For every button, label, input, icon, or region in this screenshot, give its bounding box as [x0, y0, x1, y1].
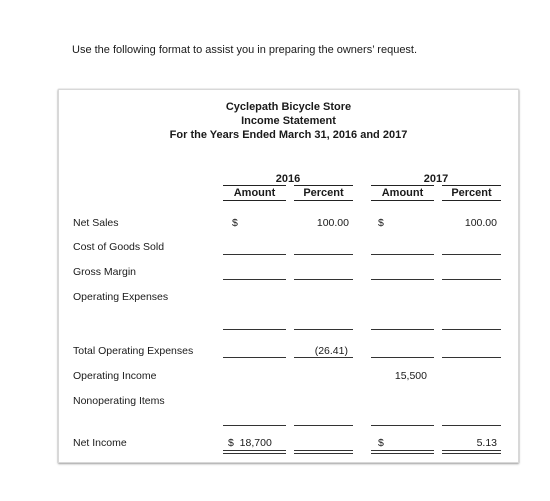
- gross-margin-2017-percent-rule: [442, 279, 501, 280]
- cogs-2016-percent-rule: [294, 254, 353, 255]
- year-2016-heading: 2016: [275, 173, 301, 185]
- cogs-label: Cost of Goods Sold: [73, 241, 165, 253]
- percent-2017-header: Percent: [442, 185, 501, 201]
- income-statement-card: [58, 89, 519, 463]
- net-sales-2016-percent: 100.00: [316, 217, 349, 229]
- statement-period: For the Years Ended March 31, 2016 and 2017: [169, 129, 408, 141]
- total-opex-2016-amount-rule: [223, 357, 286, 358]
- cogs-2017-percent-rule: [442, 254, 501, 255]
- operating-income-label: Operating Income: [73, 370, 157, 382]
- year-2017-heading: 2017: [423, 173, 449, 185]
- nonop-2016-percent-rule: [294, 425, 353, 426]
- amount-2016-header: Amount: [223, 185, 286, 201]
- total-operating-expenses-label: Total Operating Expenses: [73, 345, 194, 357]
- opex-2016-amount-rule: [223, 329, 286, 330]
- nonop-2017-percent-rule: [442, 425, 501, 426]
- nonop-2017-amount-rule: [371, 425, 434, 426]
- net-income-2016-amount-double-rule: [223, 450, 286, 454]
- amount-2017-header: Amount: [371, 185, 434, 201]
- total-opex-2016-percent: (26.41): [314, 345, 348, 357]
- percent-2016-header: Percent: [294, 185, 353, 201]
- gross-margin-2016-percent-rule: [294, 279, 353, 280]
- net-sales-2017-dollar: $: [378, 217, 384, 229]
- gross-margin-2016-amount-rule: [223, 279, 286, 280]
- opex-2017-percent-rule: [442, 329, 501, 330]
- net-income-label: Net Income: [73, 437, 127, 449]
- gross-margin-2017-amount-rule: [371, 279, 434, 280]
- net-sales-label: Net Sales: [73, 217, 119, 229]
- net-income-2016-amount: $ 18,700: [228, 437, 272, 449]
- cogs-2016-amount-rule: [223, 254, 286, 255]
- nonoperating-items-label: Nonoperating Items: [73, 395, 165, 407]
- net-income-2017-amount-double-rule: [371, 450, 434, 454]
- net-sales-2016-dollar: $: [232, 217, 238, 229]
- company-name: Cyclepath Bicycle Store: [225, 101, 352, 113]
- net-income-2017-percent: 5.13: [476, 437, 497, 449]
- net-income-2017-dollar: $: [378, 437, 384, 449]
- operating-expenses-label: Operating Expenses: [73, 291, 169, 303]
- opex-2016-percent-rule: [294, 329, 353, 330]
- opex-2017-amount-rule: [371, 329, 434, 330]
- instructions-text: Use the following format to assist you in preparing the owners’ request.: [72, 44, 418, 56]
- net-income-2016-percent-double-rule: [294, 450, 353, 454]
- total-opex-2016-percent-rule: [294, 357, 353, 358]
- gross-margin-label: Gross Margin: [73, 266, 137, 278]
- nonop-2016-amount-rule: [223, 425, 286, 426]
- operating-income-2017-amount: 15,500: [394, 370, 427, 382]
- net-sales-2017-percent: 100.00: [464, 217, 497, 229]
- net-income-2017-percent-double-rule: [442, 450, 501, 454]
- statement-title: Income Statement: [241, 115, 336, 127]
- cogs-2017-amount-rule: [371, 254, 434, 255]
- total-opex-2017-amount-rule: [371, 357, 434, 358]
- total-opex-2017-percent-rule: [442, 357, 501, 358]
